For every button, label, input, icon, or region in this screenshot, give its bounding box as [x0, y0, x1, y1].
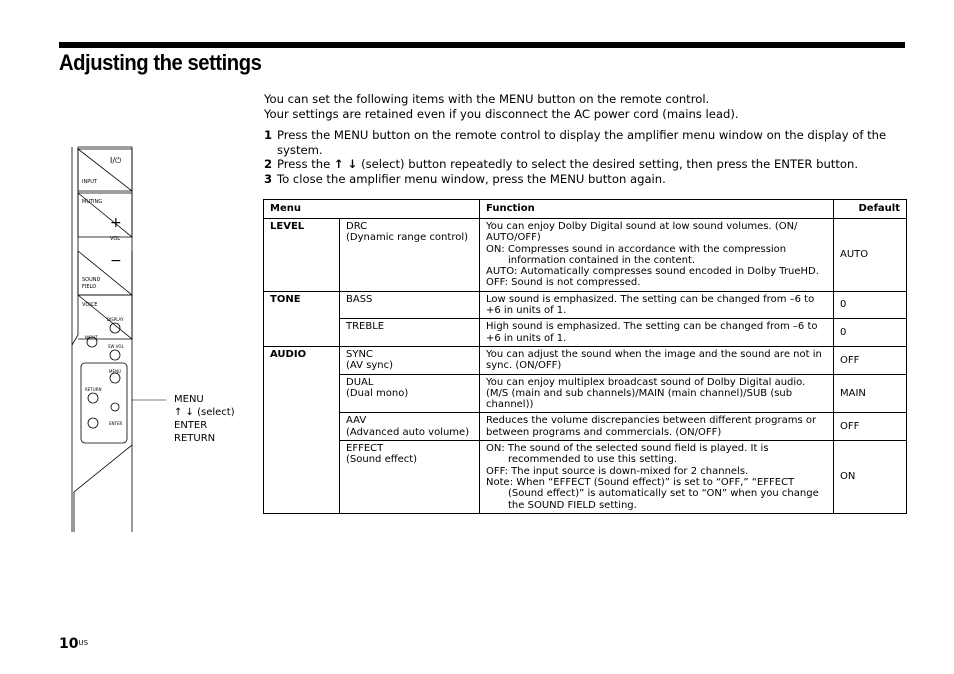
function-line: OFF: The input source is down-mixed for 2 channels. [486, 465, 749, 477]
function-drc [480, 219, 834, 292]
remote-display-label: DISPLAY [107, 317, 124, 322]
intro-line-1: You can set the following items with the MENU button on the remote control. [264, 92, 710, 106]
page-region-suffix: US [78, 639, 89, 647]
item-sub: (Dynamic range control) [346, 232, 469, 244]
table-row [264, 413, 907, 441]
remote-sound-label: SOUND [82, 277, 101, 283]
step-1 [264, 128, 904, 157]
table-header-row [264, 200, 907, 219]
category-level: LEVEL [264, 219, 340, 292]
table-row [264, 219, 907, 292]
callout-select: ↑ ↓ (select) [174, 407, 235, 418]
item-sub: (Advanced auto volume) [346, 426, 470, 438]
header-menu: Menu [264, 200, 480, 219]
callout-enter: ENTER [174, 420, 208, 431]
intro-text [264, 92, 904, 121]
item-sub: (Sound effect) [346, 454, 418, 466]
step-text-before: Press the [277, 157, 331, 171]
header-rule [59, 42, 905, 48]
item-name: SYNC [346, 348, 373, 360]
category-tone: TONE [264, 291, 340, 346]
item-name: EFFECT [346, 443, 384, 455]
step-text: To close the amplifier menu window, press the MENU button again. [277, 171, 666, 186]
step-3 [264, 172, 904, 187]
step-2 [264, 157, 904, 172]
remote-muting-label: MUTING [82, 199, 103, 205]
steps-list [264, 128, 904, 186]
page-title: Adjusting the settings [59, 50, 262, 75]
plus-icon: + [110, 215, 122, 231]
function-line: Note: When “EFFECT (Sound effect)” is set to “OFF,” “EFFECT (Sound effect)” is automatically set to “ON” when you change the SOUND FIELD setting. [486, 476, 819, 511]
item-name: DRC [346, 221, 368, 232]
item-name: DUAL [346, 376, 374, 388]
callout-menu: MENU [174, 394, 204, 405]
category-audio: AUDIO [264, 346, 340, 513]
step-text [277, 157, 904, 172]
item-treble: TREBLE [340, 319, 480, 347]
item-bass: BASS [340, 291, 480, 319]
default-treble: 0 [834, 319, 907, 347]
item-drc [340, 219, 480, 292]
minus-icon: − [110, 253, 122, 269]
table-row [264, 291, 907, 319]
table-row [264, 441, 907, 514]
settings-table [263, 199, 907, 514]
callout-return: RETURN [174, 433, 216, 444]
page-number-value: 10 [59, 636, 79, 652]
remote-menu-label: MENU [109, 369, 121, 374]
function-line: ON: Compresses sound in accordance with the compression information contained in the content. [486, 243, 787, 266]
remote-voice-label: VOICE [82, 302, 98, 308]
function-line: You can enjoy Dolby Digital sound at low sound volumes. (ON/ AUTO/OFF) [486, 221, 798, 244]
step-number: 1 [264, 128, 273, 142]
function-line: AUTO: Automatically compresses sound encoded in Dolby TrueHD. [486, 266, 819, 278]
remote-enter-label: ENTER [109, 421, 123, 426]
step-text-after: (select) button repeatedly to select the desired setting, then press the ENTER button. [361, 157, 859, 171]
remote-night-label: NIGHT [85, 335, 98, 340]
table-row [264, 319, 907, 347]
remote-return-label: RETURN [85, 387, 102, 392]
function-aav: Reduces the volume discrepancies between different programs or between programs and commercials. (ON/OFF) [480, 413, 834, 441]
arrow-up-down-icon: ↑ ↓ [333, 157, 358, 171]
function-line: ON: The sound of the selected sound field is played. It is recommended to use this setting. [486, 443, 769, 466]
step-number: 3 [264, 171, 273, 186]
function-line: OFF: Sound is not compressed. [486, 277, 641, 289]
function-treble: High sound is emphasized. The setting can be changed from –6 to +6 in units of 1. [480, 319, 834, 347]
remote-swvol-label: SW VOL [108, 344, 124, 349]
item-aav [340, 413, 480, 441]
remote-control-illustration [66, 145, 166, 535]
item-name: AAV [346, 415, 367, 427]
default-effect: ON [834, 441, 907, 514]
header-function: Function [480, 200, 834, 219]
remote-power-label: I/⏻ [110, 156, 122, 165]
remote-input-label: INPUT [82, 179, 97, 185]
table-row [264, 374, 907, 413]
item-effect [340, 441, 480, 514]
function-dual: You can enjoy multiplex broadcast sound of Dolby Digital audio. (M/S (main and sub channels)/MAIN (main channel)/SUB (sub channel)) [480, 374, 834, 413]
item-sub: (AV sync) [346, 360, 393, 372]
header-default: Default [834, 200, 907, 219]
step-number: 2 [264, 157, 273, 171]
function-effect [480, 441, 834, 514]
function-sync: You can adjust the sound when the image and the sound are not in sync. (ON/OFF) [480, 346, 834, 374]
remote-vol-label: VOL [110, 236, 121, 242]
default-dual: MAIN [834, 374, 907, 413]
intro-line-2: Your settings are retained even if you disconnect the AC power cord (mains lead). [264, 106, 739, 121]
function-bass: Low sound is emphasized. The setting can be changed from –6 to +6 in units of 1. [480, 291, 834, 319]
remote-field-label: FIELD [82, 284, 97, 290]
item-dual [340, 374, 480, 413]
default-drc: AUTO [834, 219, 907, 292]
table-row [264, 346, 907, 374]
default-sync: OFF [834, 346, 907, 374]
item-sync [340, 346, 480, 374]
default-bass: 0 [834, 291, 907, 319]
default-aav: OFF [834, 413, 907, 441]
step-text: Press the MENU button on the remote control to display the amplifier menu window on the display of the system. [277, 128, 887, 157]
remote-callout [174, 393, 235, 445]
page-number [59, 636, 88, 652]
item-sub: (Dual mono) [346, 387, 409, 399]
